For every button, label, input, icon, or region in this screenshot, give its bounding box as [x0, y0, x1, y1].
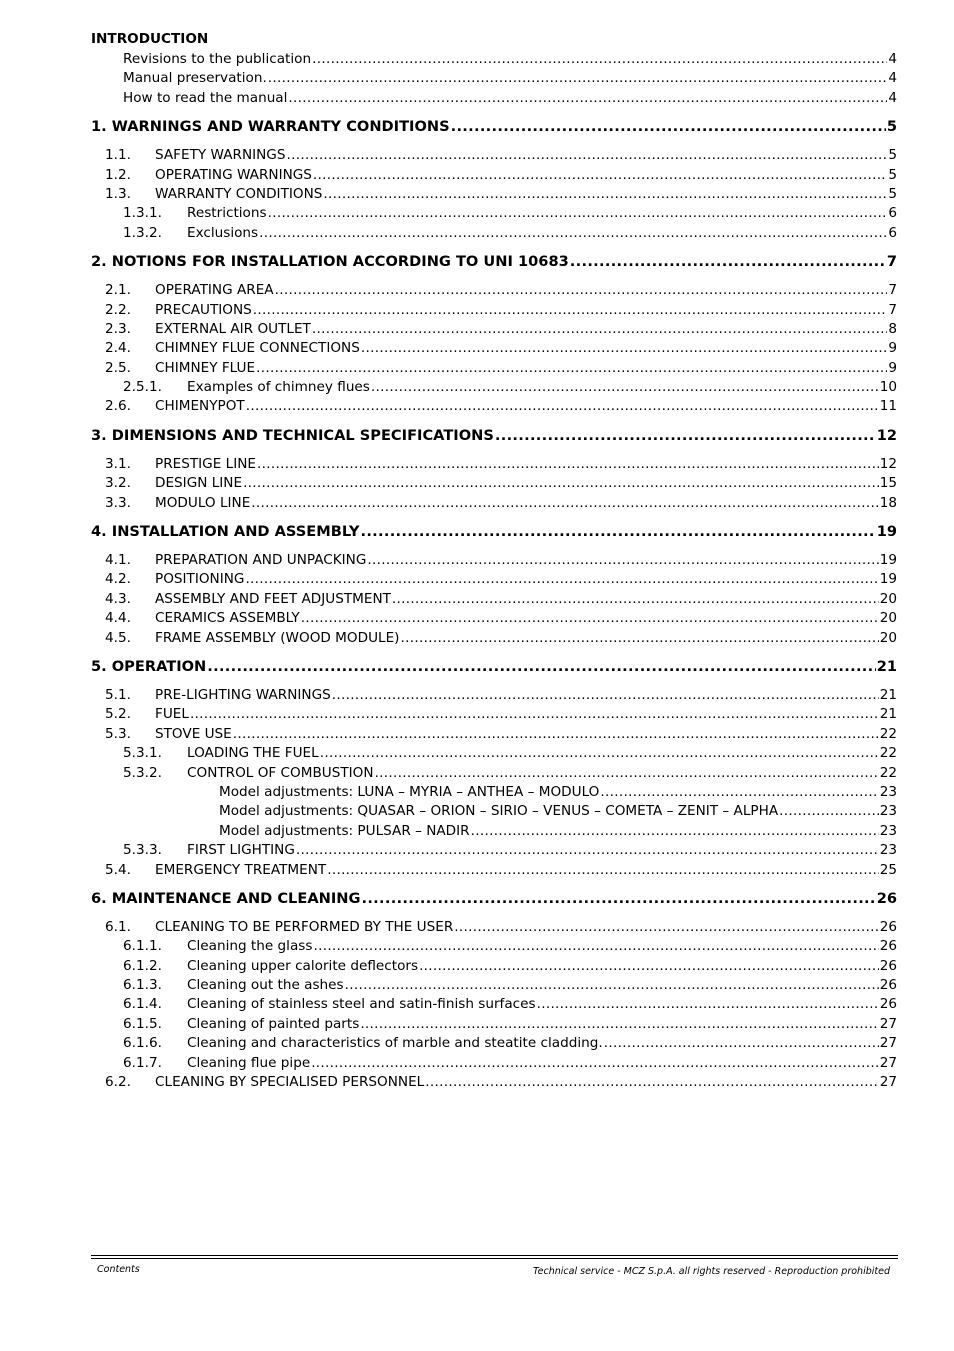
toc-entry[interactable]	[91, 186, 897, 205]
toc-entry-title: Examples of chimney flues	[187, 379, 370, 396]
toc-entry-page: 21	[879, 686, 897, 703]
toc-entry[interactable]	[91, 1035, 897, 1054]
toc-entry-page: 23	[879, 803, 897, 820]
toc-entry-number: 2.1.	[105, 282, 131, 299]
toc-entry-number: 2.4.	[105, 340, 131, 357]
toc-leader-dots	[246, 398, 879, 414]
toc-chapter-heading[interactable]	[91, 427, 897, 456]
toc-entry-page: 4	[888, 51, 897, 67]
toc-entry[interactable]	[91, 706, 897, 725]
toc-leader-dots	[425, 1074, 878, 1090]
toc-entry-number: 6.1.6.	[123, 1035, 162, 1052]
toc-entry[interactable]	[91, 1016, 897, 1035]
toc-entry[interactable]	[91, 205, 897, 224]
toc-entry-title: EXTERNAL AIR OUTLET	[155, 320, 311, 337]
toc-leader-dots	[296, 842, 879, 858]
toc-entry-number: 5.1.	[105, 686, 131, 703]
toc-entry-title: PRE-LIGHTING WARNINGS	[155, 686, 331, 703]
toc-leader-dots	[367, 552, 878, 568]
toc-entry-page: 23	[879, 842, 897, 859]
toc-entry-page: 27	[879, 1054, 897, 1071]
toc-entry-title: Cleaning of stainless steel and satin-finish surfaces	[187, 996, 536, 1013]
toc-chapter-title: 5. OPERATION	[91, 657, 207, 675]
toc-entry-title: CONTROL OF COMBUSTION	[187, 764, 374, 781]
toc-entry-page: 20	[879, 590, 897, 607]
toc-entry-title: Cleaning of painted parts	[187, 1015, 360, 1032]
toc-entry[interactable]	[91, 379, 897, 398]
toc-entry-title: FUEL	[155, 706, 189, 723]
toc-leader-dots	[537, 996, 879, 1012]
toc-entry[interactable]	[91, 765, 897, 784]
toc-leader-dots	[495, 427, 876, 444]
toc-chapter-heading[interactable]	[91, 890, 897, 919]
toc-entry-title: CLEANING BY SPECIALISED PERSONNEL	[155, 1074, 425, 1091]
toc-entry-number: 2.6.	[105, 398, 131, 415]
toc-entry-title: POSITIONING	[155, 571, 245, 588]
toc-leader-dots	[259, 225, 887, 241]
toc-entry-title: FRAME ASSEMBLY (WOOD MODULE)	[155, 629, 400, 646]
toc-entry[interactable]	[91, 823, 897, 842]
toc-leader-dots	[251, 495, 878, 511]
toc-entry-title: SAFETY WARNINGS	[155, 147, 286, 164]
toc-entry-title: CHIMNEY FLUE CONNECTIONS	[155, 340, 360, 357]
toc-entry-title: EMERGENCY TREATMENT	[155, 861, 327, 878]
toc-entry-page: 22	[879, 745, 897, 762]
toc-leader-dots	[454, 919, 878, 935]
toc-entry[interactable]	[91, 996, 897, 1015]
toc-chapter-heading[interactable]	[91, 253, 897, 282]
toc-entry[interactable]	[91, 167, 897, 186]
toc-entry-number: 2.5.1.	[123, 379, 162, 396]
toc-entry-page: 20	[879, 610, 897, 627]
toc-leader-dots	[570, 253, 886, 270]
toc-entry-page: 26	[879, 977, 897, 994]
toc-entry-page: 22	[879, 764, 897, 781]
toc-entry-page: 21	[879, 706, 897, 723]
toc-entry[interactable]	[91, 398, 897, 417]
toc-entry-number: 6.2.	[105, 1074, 131, 1091]
toc-entry[interactable]	[91, 360, 897, 379]
toc-entry-page: 6	[888, 224, 897, 241]
toc-entry-title: CLEANING TO BE PERFORMED BY THE USER	[155, 918, 454, 935]
toc-chapter-page: 19	[876, 523, 897, 541]
toc-chapter-page: 12	[876, 426, 897, 444]
toc-entry[interactable]	[91, 495, 897, 514]
toc-leader-dots	[371, 379, 879, 395]
toc-entry-number: 1.2.	[105, 166, 131, 183]
toc-entry-page: 26	[879, 938, 897, 955]
toc-leader-dots	[345, 977, 879, 993]
toc-entry[interactable]	[91, 340, 897, 359]
toc-entry-number: 6.1.1.	[123, 938, 162, 955]
toc-entry-title: PRECAUTIONS	[155, 301, 252, 318]
toc-chapter-page: 7	[886, 253, 897, 271]
toc-entry-page: 26	[879, 996, 897, 1013]
toc-entry-title: Model adjustments: PULSAR – NADIR	[219, 822, 470, 839]
toc-entry[interactable]	[91, 1055, 897, 1074]
toc-entry[interactable]	[91, 977, 897, 996]
toc-leader-dots	[257, 456, 879, 472]
toc-leader-dots	[190, 706, 879, 722]
toc-entry[interactable]	[91, 552, 897, 571]
toc-leader-dots	[327, 862, 878, 878]
toc-entry-page: 18	[879, 494, 897, 511]
toc-leader-dots	[600, 784, 878, 800]
toc-entry-number: 3.2.	[105, 475, 131, 492]
toc-entry[interactable]	[91, 687, 897, 706]
footer-rule	[91, 1255, 898, 1256]
toc-entry-title: Revisions to the publication	[123, 51, 312, 67]
toc-entry-number: 4.2.	[105, 571, 131, 588]
table-of-contents	[91, 31, 897, 1093]
toc-entry[interactable]	[91, 630, 897, 649]
toc-leader-dots	[312, 51, 887, 67]
toc-entry-number: 3.1.	[105, 455, 131, 472]
toc-entry-page: 6	[888, 205, 897, 222]
toc-entry[interactable]	[91, 147, 897, 166]
toc-entry-title: LOADING THE FUEL	[187, 745, 319, 762]
toc-entry[interactable]	[91, 475, 897, 494]
toc-leader-dots	[313, 938, 878, 954]
toc-leader-dots	[419, 958, 879, 974]
toc-entry-title: FIRST LIGHTING	[187, 842, 295, 859]
toc-entry[interactable]	[91, 862, 897, 881]
toc-entry-title: CERAMICS ASSEMBLY	[155, 610, 300, 627]
toc-entry-page: 26	[879, 957, 897, 974]
toc-entry-page: 5	[888, 147, 897, 164]
toc-leader-dots	[243, 475, 879, 491]
toc-entry-page: 7	[888, 282, 897, 299]
intro-heading	[91, 31, 897, 51]
toc-entry-title: How to read the manual	[123, 89, 288, 106]
toc-entry-number: 6.1.2.	[123, 957, 162, 974]
toc-entry[interactable]	[91, 302, 897, 321]
toc-entry-page: 4	[888, 70, 897, 87]
toc-leader-dots	[361, 340, 888, 356]
toc-entry-number: 1.3.1.	[123, 205, 162, 222]
toc-chapter-title: 1. WARNINGS AND WARRANTY CONDITIONS	[91, 118, 450, 136]
toc-entry-title: OPERATING WARNINGS	[155, 166, 312, 183]
toc-leader-dots	[471, 823, 879, 839]
toc-entry-title: Model adjustments: LUNA – MYRIA – ANTHEA – MODULO	[219, 783, 600, 800]
toc-entry[interactable]	[91, 282, 897, 301]
toc-entry-title: PRESTIGE LINE	[155, 455, 256, 472]
toc-entry-title: Cleaning the glass	[187, 938, 313, 955]
toc-entry[interactable]	[91, 784, 897, 803]
toc-entry-page: 26	[879, 918, 897, 935]
toc-entry[interactable]	[91, 456, 897, 475]
toc-leader-dots	[779, 803, 879, 819]
toc-entry-title: Exclusions	[187, 224, 259, 241]
toc-leader-dots	[253, 302, 888, 318]
toc-chapter-title: 4. INSTALLATION AND ASSEMBLY	[91, 523, 360, 541]
toc-entry-title: Model adjustments: QUASAR – ORION – SIRIO – VENUS – COMETA – ZENIT – ALPHA	[219, 803, 779, 820]
toc-leader-dots	[288, 90, 887, 106]
toc-entry-number: 1.3.	[105, 185, 131, 202]
toc-entry-number: 3.3.	[105, 494, 131, 511]
toc-leader-dots	[320, 745, 879, 761]
toc-entry-title: OPERATING AREA	[155, 282, 274, 299]
toc-entry-page: 19	[879, 571, 897, 588]
toc-leader-dots	[375, 765, 879, 781]
toc-entry-number: 5.2.	[105, 706, 131, 723]
toc-entry[interactable]	[91, 90, 897, 109]
toc-chapter-title: 6. MAINTENANCE AND CLEANING	[91, 889, 361, 907]
toc-entry-title: Cleaning out the ashes	[187, 977, 344, 994]
toc-entry-page: 12	[879, 455, 897, 472]
toc-entry-number: 6.1.5.	[123, 1015, 162, 1032]
toc-entry-number: 4.3.	[105, 590, 131, 607]
toc-entry[interactable]	[91, 610, 897, 629]
toc-entry-title: MODULO LINE	[155, 494, 251, 511]
footer-section-label: Contents	[97, 1264, 140, 1275]
toc-entry-title: CHIMNEY FLUE	[155, 359, 256, 376]
toc-entry-page: 8	[888, 320, 897, 337]
toc-chapter-title: 2. NOTIONS FOR INSTALLATION ACCORDING TO UNI 10683	[91, 253, 569, 271]
toc-entry[interactable]	[91, 591, 897, 610]
toc-entry-page: 22	[879, 725, 897, 742]
toc-entry[interactable]	[91, 1074, 897, 1093]
footer-rule	[91, 1258, 898, 1259]
toc-entry-page: 27	[879, 1035, 897, 1052]
toc-leader-dots	[207, 658, 875, 675]
toc-leader-dots	[301, 610, 879, 626]
toc-entry[interactable]	[91, 842, 897, 861]
toc-entry-page: 20	[879, 629, 897, 646]
toc-leader-dots	[311, 1055, 879, 1071]
toc-entry-page: 5	[888, 185, 897, 202]
toc-entry-title: Cleaning flue pipe	[187, 1054, 311, 1071]
toc-entry-page: 9	[888, 340, 897, 357]
toc-entry[interactable]	[91, 225, 897, 244]
toc-entry-page: 23	[879, 783, 897, 800]
toc-leader-dots	[233, 726, 879, 742]
toc-entry[interactable]	[91, 571, 897, 590]
toc-leader-dots	[256, 360, 887, 376]
toc-entry-title: WARRANTY CONDITIONS	[155, 185, 323, 202]
toc-entry-number: 6.1.4.	[123, 996, 162, 1013]
toc-entry-number: 5.3.2.	[123, 764, 162, 781]
intro-heading-label: INTRODUCTION	[91, 31, 209, 47]
toc-entry-page: 19	[879, 552, 897, 569]
footer-copyright: Technical service - MCZ S.p.A. all rights reserved - Reproduction prohibited	[533, 1266, 890, 1277]
toc-entry-number: 6.1.7.	[123, 1054, 162, 1071]
toc-entry-title: Restrictions	[187, 205, 267, 222]
toc-entry-number: 5.3.1.	[123, 745, 162, 762]
toc-chapter-heading[interactable]	[91, 523, 897, 552]
toc-entry-number: 4.4.	[105, 610, 131, 627]
toc-entry-number: 2.2.	[105, 301, 131, 318]
toc-leader-dots	[401, 630, 879, 646]
toc-entry-page: 23	[879, 822, 897, 839]
toc-entry-number: 5.3.3.	[123, 842, 162, 859]
toc-entry-title: CHIMENYPOT	[155, 398, 245, 415]
toc-entry-page: 25	[879, 861, 897, 878]
toc-entry-number: 4.1.	[105, 552, 131, 569]
toc-entry-page: 7	[888, 301, 897, 318]
toc-entry[interactable]	[91, 803, 897, 822]
toc-chapter-page: 26	[876, 889, 897, 907]
toc-entry[interactable]	[91, 321, 897, 340]
toc-entry-page: 27	[879, 1074, 897, 1091]
toc-chapter-title: 3. DIMENSIONS AND TECHNICAL SPECIFICATIONS	[91, 426, 494, 444]
toc-entry-number: 6.1.3.	[123, 977, 162, 994]
toc-entry-number: 2.3.	[105, 320, 131, 337]
toc-entry-number: 6.1.	[105, 918, 131, 935]
toc-entry[interactable]	[91, 958, 897, 977]
toc-entry-number: 2.5.	[105, 359, 131, 376]
toc-entry-title: PREPARATION AND UNPACKING	[155, 552, 367, 569]
toc-entry[interactable]	[91, 70, 897, 89]
toc-leader-dots	[604, 1035, 879, 1051]
toc-leader-dots	[268, 70, 888, 86]
toc-leader-dots	[332, 687, 879, 703]
toc-leader-dots	[245, 571, 878, 587]
toc-entry-title: DESIGN LINE	[155, 475, 243, 492]
toc-entry-number: 5.4.	[105, 861, 131, 878]
toc-entry-page: 9	[888, 359, 897, 376]
toc-leader-dots	[286, 147, 887, 163]
toc-entry-title: STOVE USE	[155, 725, 232, 742]
toc-chapter-page: 21	[876, 657, 897, 675]
toc-leader-dots	[313, 167, 887, 183]
toc-entry-page: 11	[879, 398, 897, 415]
toc-chapter-heading[interactable]	[91, 118, 897, 147]
toc-entry-page: 15	[879, 475, 897, 492]
toc-entry-page: 10	[879, 379, 897, 396]
toc-entry[interactable]	[91, 745, 897, 764]
toc-chapter-heading[interactable]	[91, 658, 897, 687]
toc-leader-dots	[392, 591, 879, 607]
toc-entry-number: 1.3.2.	[123, 224, 162, 241]
toc-chapter-page: 5	[886, 118, 897, 136]
toc-entry[interactable]	[91, 938, 897, 957]
toc-leader-dots	[312, 321, 887, 337]
toc-entry-number: 1.1.	[105, 147, 131, 164]
toc-leader-dots	[451, 118, 886, 135]
toc-entry-title: Cleaning and characteristics of marble and steatite cladding.	[187, 1035, 603, 1052]
toc-entry-page: 27	[879, 1015, 897, 1032]
toc-leader-dots	[275, 282, 888, 298]
toc-entry[interactable]	[91, 919, 897, 938]
toc-leader-dots	[268, 205, 888, 221]
toc-leader-dots	[323, 186, 887, 202]
toc-entry-title: Manual preservation.	[123, 70, 267, 87]
toc-entry-title: ASSEMBLY AND FEET ADJUSTMENT	[155, 590, 391, 607]
toc-entry-number: 5.3.	[105, 725, 131, 742]
toc-entry[interactable]	[91, 726, 897, 745]
toc-leader-dots	[360, 1016, 878, 1032]
toc-entry[interactable]	[91, 51, 897, 70]
toc-entry-page: 5	[888, 166, 897, 183]
toc-entry-number: 4.5.	[105, 629, 131, 646]
toc-leader-dots	[361, 890, 875, 907]
toc-entry-page: 4	[888, 89, 897, 106]
toc-entry-title: Cleaning upper calorite deflectors	[187, 957, 419, 974]
toc-leader-dots	[360, 523, 875, 540]
